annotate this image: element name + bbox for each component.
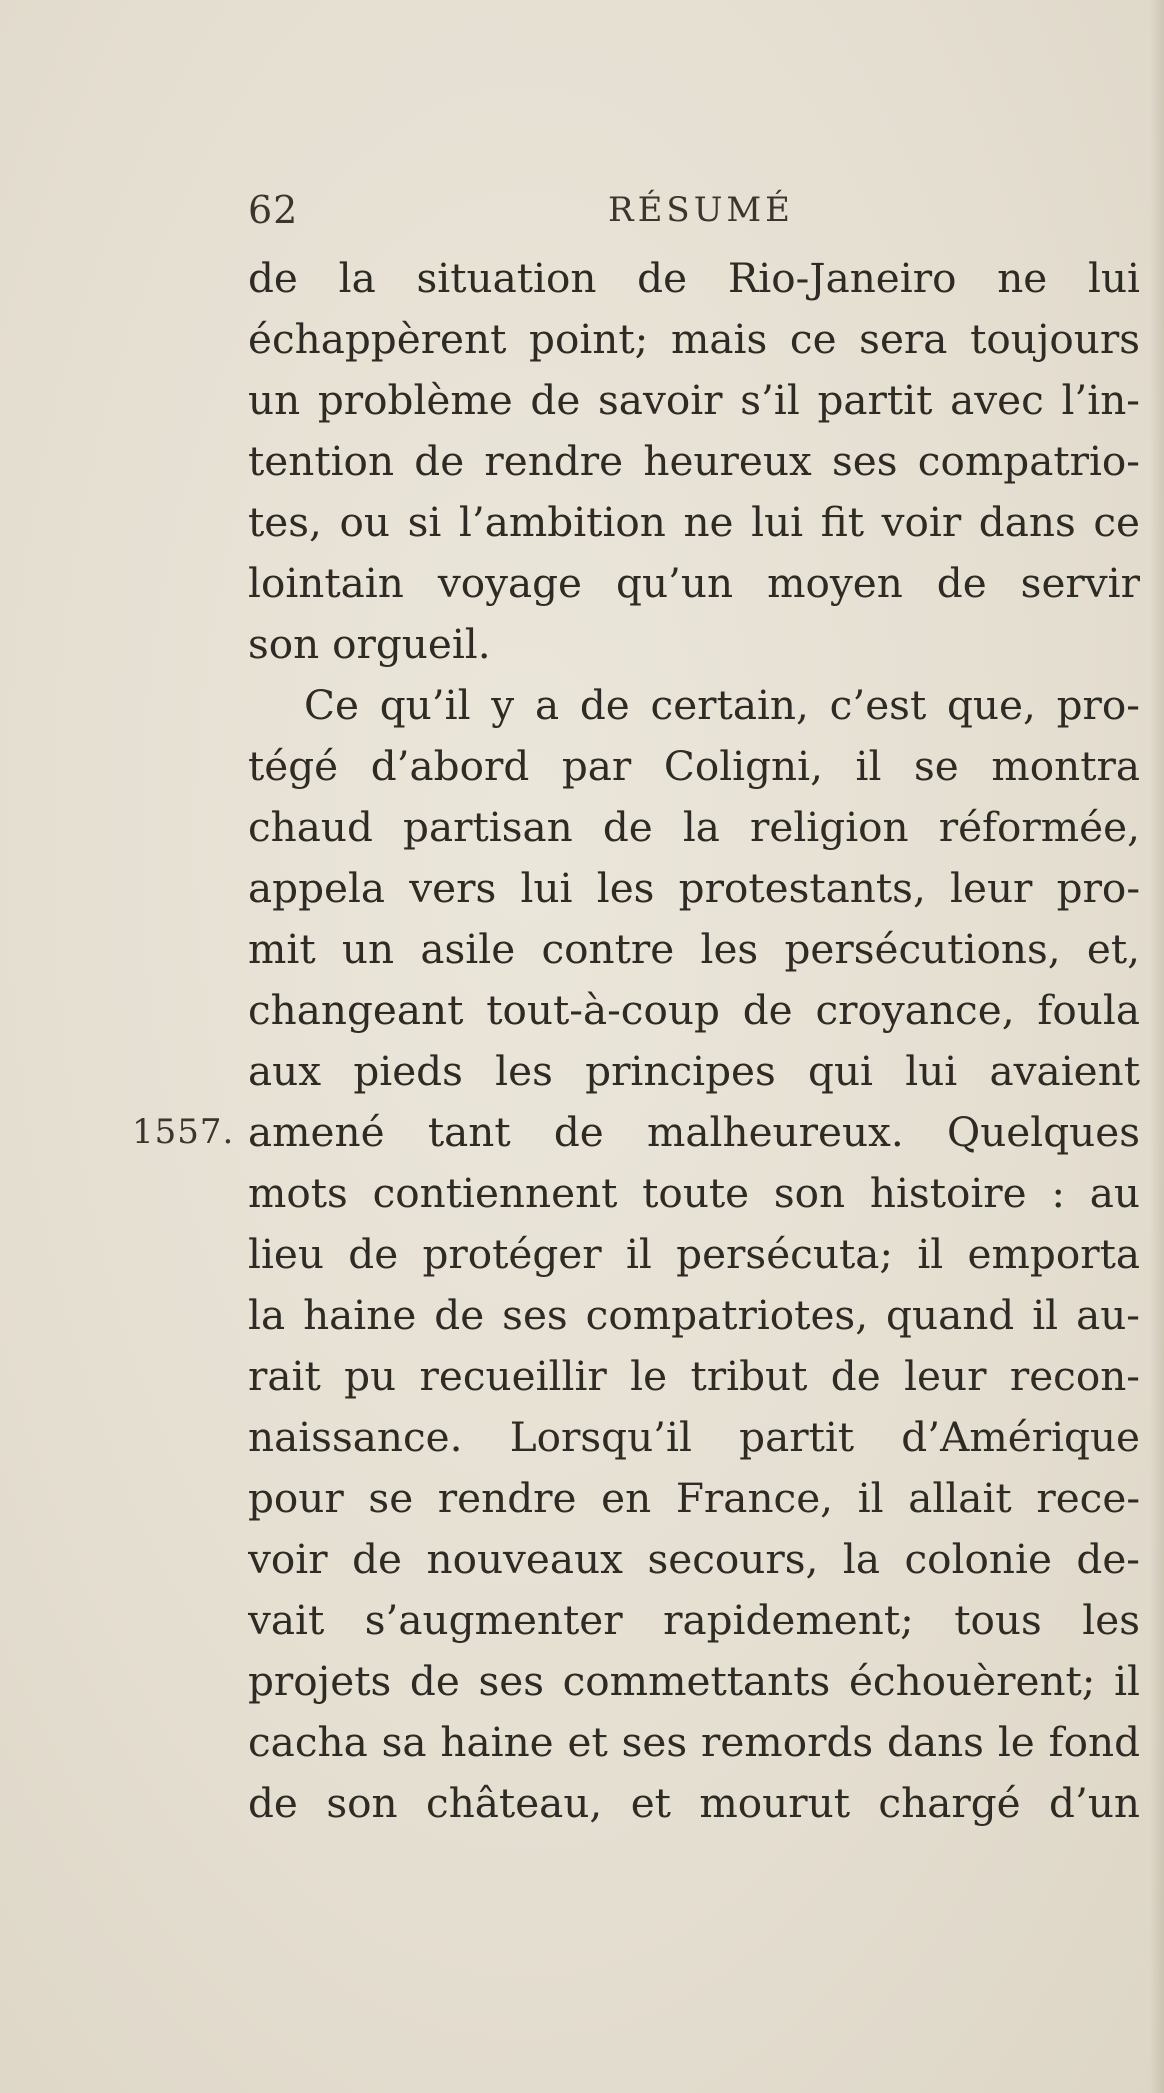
text-line: chaud partisan de la religion réformée, bbox=[248, 803, 1140, 851]
text-line: rait pu recueillir le tribut de leur recon- bbox=[248, 1352, 1140, 1400]
text-line: tégé d’abord par Coligni, il se montra bbox=[248, 742, 1140, 790]
text-line: projets de ses commettants échouèrent; il bbox=[248, 1657, 1140, 1705]
text-line: un problème de savoir s’il partit avec l’in- bbox=[248, 376, 1140, 424]
text-line: la haine de ses compatriotes, quand il au- bbox=[248, 1291, 1140, 1339]
text-line: amené tant de malheureux. Quelques bbox=[248, 1108, 1140, 1156]
text-line: pour se rendre en France, il allait rece- bbox=[248, 1474, 1140, 1522]
text-line: Ce qu’il y a de certain, c’est que, pro- bbox=[304, 681, 1140, 729]
text-line: appela vers lui les protestants, leur pro- bbox=[248, 864, 1140, 912]
text-line: voir de nouveaux secours, la colonie de- bbox=[248, 1535, 1140, 1583]
text-line: mots contiennent toute son histoire : au bbox=[248, 1169, 1140, 1217]
text-line: naissance. Lorsqu’il partit d’Amérique bbox=[248, 1413, 1140, 1461]
text-line: tes, ou si l’ambition ne lui fit voir dans ce bbox=[248, 498, 1140, 546]
text-line: son orgueil. bbox=[248, 620, 491, 668]
text-line: tention de rendre heureux ses compatrio- bbox=[248, 437, 1140, 485]
page-header bbox=[248, 180, 1138, 240]
text-line: vait s’augmenter rapidement; tous les bbox=[248, 1596, 1140, 1644]
body-text bbox=[248, 248, 1140, 1834]
text-line: de son château, et mourut chargé d’un bbox=[248, 1779, 1140, 1827]
running-title: RÉSUMÉ bbox=[608, 190, 794, 230]
text-line: de la situation de Rio-Janeiro ne lui bbox=[248, 254, 1140, 302]
page-number: 62 bbox=[248, 188, 299, 232]
text-line: lointain voyage qu’un moyen de servir bbox=[248, 559, 1140, 607]
text-line: mit un asile contre les persécutions, et, bbox=[248, 925, 1140, 973]
text-line: changeant tout-à-coup de croyance, foula bbox=[248, 986, 1140, 1034]
text-line: échappèrent point; mais ce sera toujours bbox=[248, 315, 1140, 363]
text-line: cacha sa haine et ses remords dans le fond bbox=[248, 1718, 1140, 1766]
text-line: aux pieds les principes qui lui avaient bbox=[248, 1047, 1140, 1095]
page-edge-shadow bbox=[1150, 0, 1164, 2093]
marginal-year-note: 1557. bbox=[132, 1112, 235, 1152]
text-line: lieu de protéger il persécuta; il emporta bbox=[248, 1230, 1140, 1278]
